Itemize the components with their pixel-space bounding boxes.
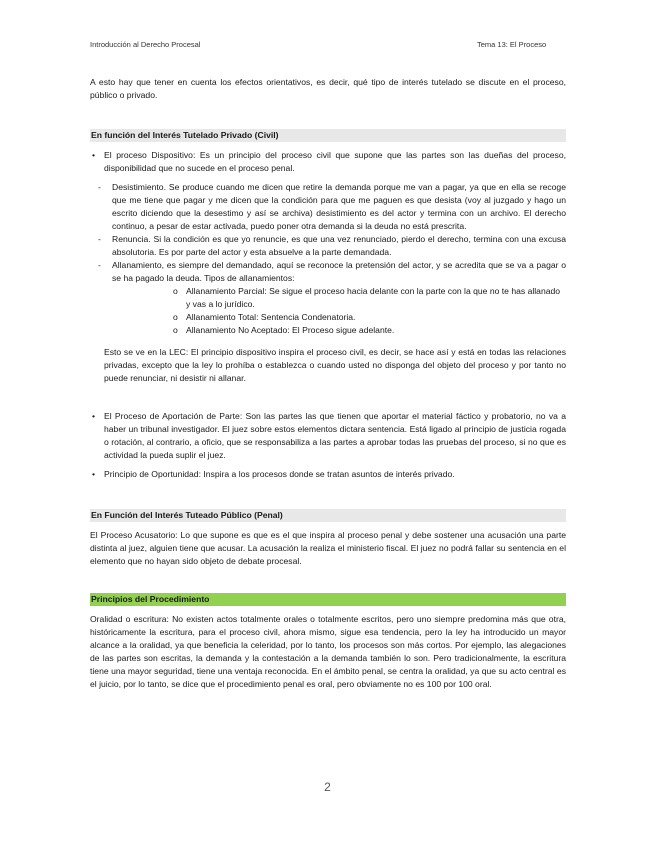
lec-note-paragraph: Esto se ve en la LEC: El principio dispositivo inspira el proceso civil, es decir, se hace así y está en todas las relaciones privadas, excepto que la ley lo prohíba o establezca o cuando usted no disponga del objeto del proceso y por tanto no puede renunciar, ni desistir ni allanar. [104,347,566,383]
page-body [90,76,566,691]
accusatory-process-paragraph: El Proceso Acusatorio: Lo que supone es que es el que inspira al proceso penal y debe sostener una acusación una parte distinta al juez, alguien tiene que acusar. La acusación la realiza el ministerio fiscal. El juez no podrá fallar su sentencia en el elemento que no hayan sido objeto de debate procesal. [90,530,566,566]
intro-paragraph: A esto hay que tener en cuenta los efectos orientativos, es decir, qué tipo de interés tutelado se discute en el proceso, público o privado. [90,77,566,100]
bullet-opportunity-principle [90,468,566,481]
bullet-text: Principio de Oportunidad: Inspira a los procesos donde se tratan asuntos de interés privado. [104,469,455,479]
section-heading-private-interest: En función del Interés Tutelado Privado (Civil) [90,129,566,142]
sub-text: Allanamiento No Aceptado: El Proceso sigue adelante. [186,325,395,335]
dash-text: Allanamiento, es siempre del demandado, aquí se reconoce la pretensión del actor, y se acredita que se va a pagar o se ha pagado la deuda. Tipos de allanamientos: [112,260,566,283]
running-header-left: Introducción al Derecho Procesal [90,40,201,49]
orality-paragraph: Oralidad o escritura: No existen actos totalmente orales o totalmente escritos, pero uno siempre predomina más que otra, históricamente la escritura, para el proceso civil, ahora mismo, sigue esa tendencia, pero la ley ha introducido un mayor alcance a la oralidad, ya que beneficia la celeridad, por lo tanto, los procesos son más cortos. Por ejemplo, las alegaciones de las partes son escritas, la demanda y la contestación a la demanda también lo son. Pero tradicionalmente, la escritura tiene una mayor seguridad, tiene una ventaja reconocida. En el ámbito penal, se centra la oralidad, ya que su acto central es el juicio, por lo tanto, se dice que el procedimiento penal es oral, pero obviamente no es 100 por 100 oral. [90,614,566,689]
sub-marker: o [173,312,178,322]
bullet-marker: • [92,411,96,421]
running-header-right: Tema 13: El Proceso [477,40,547,49]
sub-marker: o [173,286,178,296]
section-heading-public-interest: En Función del Interés Tuteado Público (Penal) [90,509,566,522]
bullet-text: El proceso Dispositivo: Es un principio del proceso civil que supone que las partes son las dueñas del proceso, disponibilidad que no sucede en el proceso penal. [104,150,566,173]
sub-text: Allanamiento Total: Sentencia Condenatoria. [186,312,356,322]
dash-marker: - [98,182,101,192]
sub-text: Allanamiento Parcial: Se sigue el proceso hacia delante con la parte con la que no te has allanado y vas a lo jurídico. [186,286,561,309]
dash-item-desistimiento [90,181,566,233]
sub-item-allanamiento-total [90,311,566,324]
page-number: 2 [324,780,331,794]
dash-text: Renuncia. Si la condición es que yo renuncie, es que una vez renunciado, pierdo el derecho, termina con una excusa absolutoria. Es por parte del actor y esta absuelve a la parte demandada. [112,234,566,257]
dash-marker: - [98,260,101,270]
dash-text: Desistimiento. Se produce cuando me dicen que retire la demanda porque me van a pagar, ya que en ella se recoge que me tiene que pagar y me dicen que la condición para que me paguen es que desista (voy al juzgado y hago un escrito diciendo que la desestimo y así se archiva) desistimiento es del actor y termina con un archivo. El derecho continuo, a pesar de estar activada, puedo poner otra demanda si la deuda no está prescrita. [112,182,566,231]
sub-item-allanamiento-parcial [90,285,566,311]
section-heading-procedure-principles: Principios del Procedimiento [90,593,566,606]
bullet-marker: • [92,150,96,160]
dash-marker: - [98,234,101,244]
dash-item-allanamiento [90,259,566,285]
bullet-marker: • [92,469,96,479]
sub-marker: o [173,325,178,335]
dash-item-renuncia [90,233,566,259]
bullet-text: El Proceso de Aportación de Parte: Son las partes las que tienen que aportar el material fáctico y probatorio, no va a haber un tribunal investigador. El juez sobre estos elementos dictara sentencia. Está ligado al principio de justicia rogada o rotación, al contrario, a oficio, que se responsabiliza a las partes a aprobar todas las pruebas del proceso, si no que es actividad la pueda suplir el juez. [104,411,566,460]
sub-item-allanamiento-no-aceptado [90,324,566,337]
bullet-party-contribution [90,410,566,462]
bullet-dispositive-process [90,149,566,175]
